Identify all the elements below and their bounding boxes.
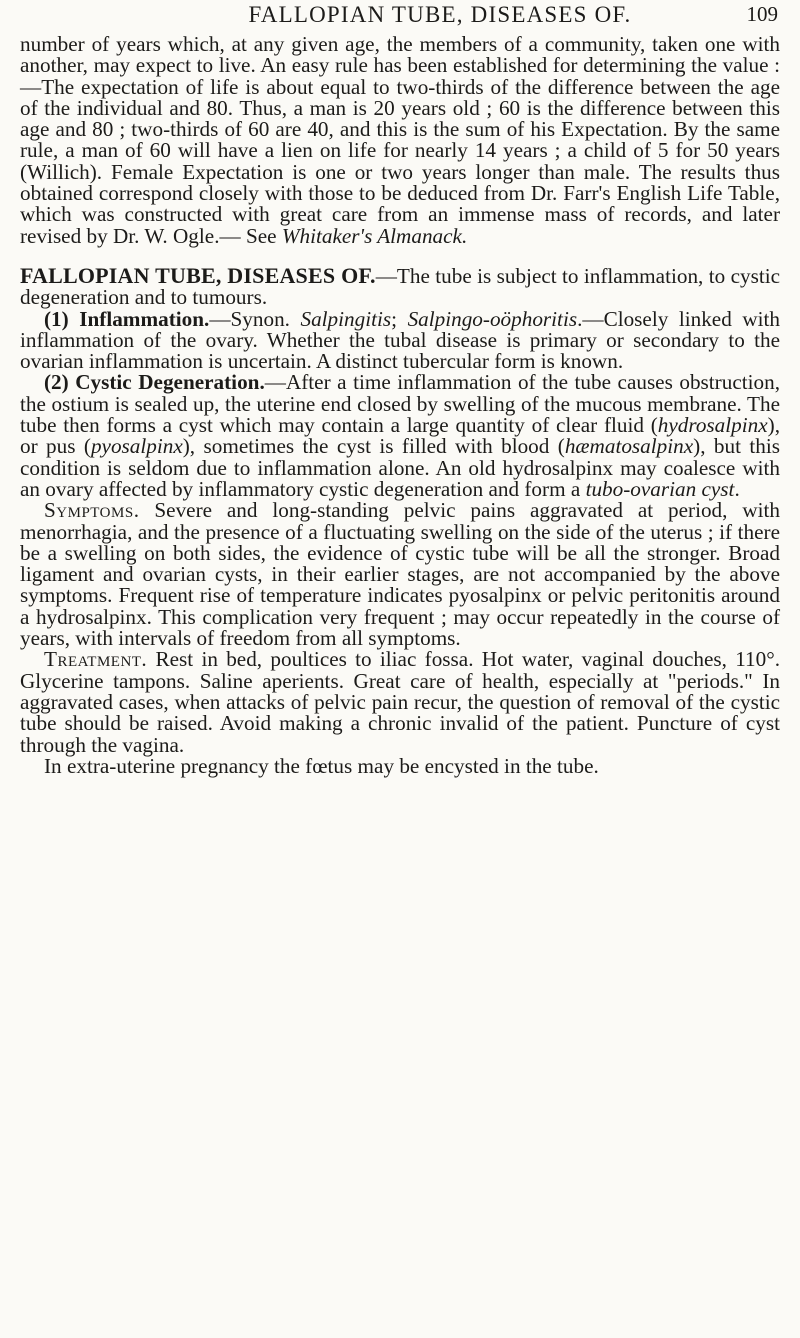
see-reference: Whitaker's Almanack.	[281, 223, 468, 248]
term-tubo-ovarian-cyst: tubo-ovarian cyst	[585, 476, 735, 501]
continued-text: number of years which, at any given age, the members of a community, taken one with another, may expect to live. An easy rule has been established for determining the value :—The expectation of life is about equal to two-thirds of the difference between the age of the individual and 80. Thus, a man is 20 years old ; 60 is the difference between this age and 80 ; two-thirds of 60 are 40, and this is the sum of his Expectation. By the same rule, a man of 60 will have a lien on life for nearly 14 years ; a child of 5 for 50 years (Willich). Female Expectation is one or two years longer than male. The results thus obtained correspond closely with those to be deduced from Dr. Farr's English Life Table, which was constructed with great care from an immense mass of records, and later revised by Dr. W. Ogle.—	[20, 32, 780, 248]
treatment-label: Treatment.	[44, 647, 148, 672]
entry-intro: —The tube is subject to inflammation, to cystic degeneration and to tumours.	[20, 263, 780, 310]
entry-title: FALLOPIAN TUBE, DISEASES OF.	[20, 262, 376, 288]
synonym-salpingo-oophoritis: Salpingo-oöphoritis	[407, 306, 578, 331]
running-title: FALLOPIAN TUBE, DISEASES OF.	[248, 2, 632, 27]
running-head	[90, 2, 790, 34]
symptoms-paragraph	[20, 500, 780, 649]
inflammation-paragraph	[20, 306, 780, 374]
inflammation-text: .—Closely linked with inflammation of the ovary. Whether the tubal disease is primary or secondary to the ovarian inflammation is uncertain. A distinct tubercular form is known.	[20, 306, 780, 374]
term-hydrosalpinx: hydrosalpinx	[657, 413, 768, 438]
symptoms-text: Severe and long-standing pelvic pains aggravated at period, with menorrhagia, and the presence of a fluctuating swelling on the side of the uterus ; if there be a swelling on both sides, the evidence of cystic tube will be all the stronger. Broad ligament and ovarian cysts, in their earlier stages, are not accompanied by the above symptoms. Frequent rise of temperature indicates pyosalpinx or pelvic peritonitis around a hydrosalpinx. This complication very frequent ; may occur repeatedly in the course of years, with intervals of freedom from all symptoms.	[20, 498, 780, 651]
term-pyosalpinx: pyosalpinx	[90, 434, 183, 459]
page-number: 109	[746, 2, 778, 26]
symptoms-label: Symptoms.	[44, 498, 140, 523]
cystic-text-a: —After a time inflammation of the tube causes obstruction, the ostium is sealed up, the uterine end closed by swelling of the mucous membrane. The tube then forms a cyst which may contain a large quantity of clear fluid (	[20, 370, 780, 438]
body-text	[20, 34, 780, 777]
term-haematosalpinx: hæmatosalpinx	[564, 434, 694, 459]
treatment-text: Rest in bed, poultices to iliac fossa. Hot water, vaginal douches, 110°. Glycerine tampons. Saline aperients. Great care of health, especially at "periods." In aggravated cases, when attacks of pelvic pain recur, the question of removal of the cystic tube should be raised. Avoid making a chronic invalid of the patient. Puncture of cyst through the vagina.	[20, 647, 780, 757]
extra-uterine-paragraph	[20, 753, 780, 778]
continued-paragraph	[20, 34, 780, 247]
synonym-salpingitis: Salpingitis	[300, 306, 392, 331]
inflammation-heading: (1) Inflammation.	[44, 306, 210, 331]
treatment-paragraph	[20, 649, 780, 755]
cystic-text-d: ), but this condition is seldom due to inflammation alone. An old hydrosalpinx may coalesce with an ovary affected by inflammatory cystic degeneration and form a	[20, 434, 780, 501]
extra-uterine-text: In extra-uterine pregnancy the fœtus may be encysted in the tube.	[44, 753, 599, 778]
see-label: See	[245, 223, 282, 248]
synonym-label: —Synon.	[209, 306, 301, 331]
cystic-text-c: ), sometimes the cyst is filled with blood (	[182, 434, 565, 459]
synonym-separator: ;	[391, 306, 408, 331]
cystic-degeneration-paragraph	[20, 372, 780, 500]
entry-intro-paragraph	[20, 262, 780, 310]
cystic-text-b: ), or pus (	[20, 413, 780, 459]
cystic-degeneration-heading: (2) Cystic Degeneration.	[44, 370, 265, 395]
cystic-text-e: .	[734, 476, 740, 501]
